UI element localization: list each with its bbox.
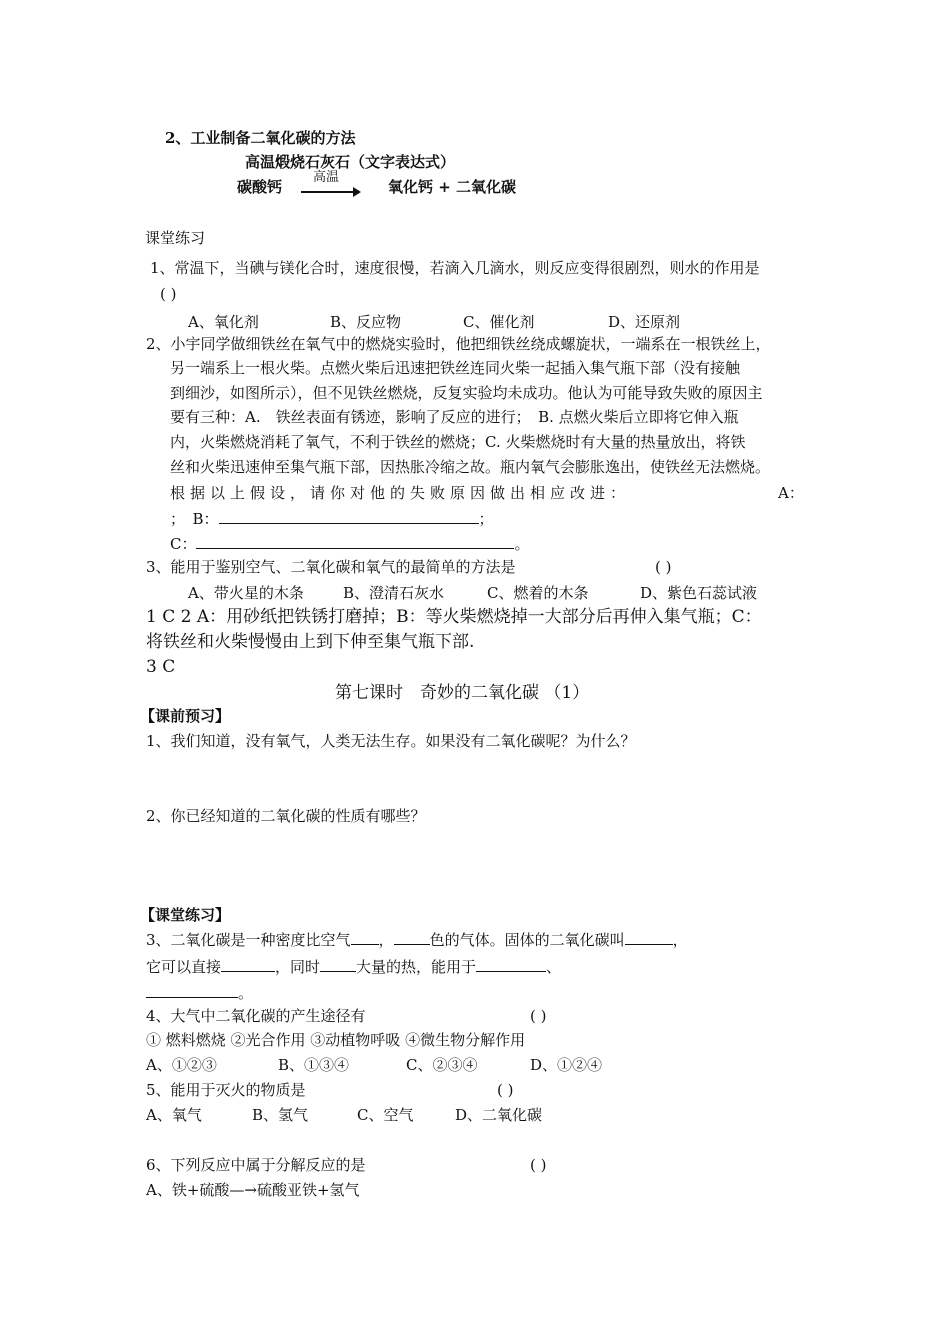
l7-q5-option-c: C、空气 <box>357 1106 414 1124</box>
q3-answer-bracket: ( ) <box>655 558 672 576</box>
l7-q5-bracket: ( ) <box>497 1081 514 1099</box>
preview-q1: 1、我们知道，没有氧气，人类无法生存。如果没有二氧化碳呢？为什么？ <box>146 732 636 750</box>
q3-blank-heat[interactable] <box>320 957 356 972</box>
l7-q5-stem: 5、能用于灭火的物质是 <box>146 1081 306 1099</box>
q3-option-b: B、澄清石灰水 <box>343 584 445 602</box>
l7-q4-option-d: D、①②④ <box>530 1056 603 1074</box>
q1-answer-bracket: ( ) <box>160 285 177 303</box>
l7-q6-stem: 6、下列反应中属于分解反应的是 <box>146 1156 366 1174</box>
q2-line: 另一端系上一根火柴。点燃火柴后迅速把铁丝连同火柴一起插入集气瓶下部（没有接触 <box>170 359 741 377</box>
q3-stem: 3、能用于鉴别空气、二氧化碳和氧气的最简单的方法是 <box>146 558 516 576</box>
q2-label-c: C： <box>170 535 197 553</box>
l7-q4-option-b: B、①③④ <box>278 1056 350 1074</box>
reaction-arrow-icon <box>301 191 357 193</box>
q2-label-b: ； B： <box>170 510 219 528</box>
answer-key-line: 3 C <box>146 657 176 677</box>
q2-line-c <box>170 534 530 554</box>
practice-title: 课堂练习 <box>145 229 206 247</box>
q2-punct: 。 <box>514 535 530 553</box>
q3-option-a: A、带火星的木条 <box>188 584 304 602</box>
l7-q6-bracket: ( ) <box>530 1156 547 1174</box>
q3-text: 、 <box>546 958 562 976</box>
practice-heading: 【课堂练习】 <box>140 906 231 924</box>
q3-text: 3、二氧化碳是一种密度比空气 <box>146 931 351 949</box>
q2-line-b <box>170 509 494 529</box>
preview-heading: 【课前预习】 <box>140 707 231 725</box>
l7-q4-bracket: ( ) <box>530 1007 547 1025</box>
q2-line: 2、小宇同学做细铁丝在氧气中的燃烧实验时，他把细铁丝绕成螺旋状，一端系在一根铁丝上， <box>146 335 771 353</box>
q2-line: 要有三种：A. 铁丝表面有锈迹，影响了反应的进行； B. 点燃火柴后立即将它伸入瓶 <box>170 408 739 426</box>
q3-text: ， <box>672 931 688 949</box>
l7-q5-option-a: A、氧气 <box>146 1106 202 1124</box>
lesson-title: 第七课时 奇妙的二氧化碳 （1） <box>335 683 590 703</box>
q1-stem: 1、常温下，当碘与镁化合时，速度很慢，若滴入几滴水，则反应变得很剧烈，则水的作用是 <box>150 259 760 277</box>
q2-blank-c[interactable] <box>196 534 514 549</box>
l7-q4-option-c: C、②③④ <box>406 1056 478 1074</box>
q3-option-d: D、紫色石蕊试液 <box>640 584 758 602</box>
l7-q3-line3 <box>146 983 253 1003</box>
q3-text: 大量的热，能用于 <box>356 958 477 976</box>
reaction-condition: 高温 <box>313 170 340 185</box>
q2-line: 丝和火柴迅速伸至集气瓶下部，因热胀冷缩之故。瓶内氧气会膨胀逸出，使铁丝无法燃烧。 <box>170 458 771 476</box>
l7-q3-line2 <box>146 957 561 977</box>
q3-text: 。 <box>238 984 254 1002</box>
l7-q5-option-d: D、二氧化碳 <box>455 1106 543 1124</box>
reactant-label: 碳酸钙 <box>237 178 283 196</box>
q1-option-b: B、反应物 <box>330 313 402 331</box>
answer-key-line: 将铁丝和火柴慢慢由上到下伸至集气瓶下部. <box>146 632 475 652</box>
q2-label-a: A： <box>778 484 804 502</box>
q3-blank-sublime[interactable] <box>221 957 275 972</box>
q3-blank-use-2[interactable] <box>146 983 238 998</box>
l7-q4-stem: 4、大气中二氧化碳的产生途径有 <box>146 1007 366 1025</box>
q3-blank-density[interactable] <box>351 930 379 945</box>
l7-q5-option-b: B、氢气 <box>252 1106 309 1124</box>
section-heading: 2、工业制备二氧化碳的方法 <box>165 129 356 147</box>
answer-key-line: 1 C 2 A：用砂纸把铁锈打磨掉；B：等火柴燃烧掉一大部分后再伸入集气瓶；C： <box>146 607 762 627</box>
section-subheading: 高温煅烧石灰石（文字表达式） <box>245 153 456 171</box>
q3-text: ，同时 <box>275 958 321 976</box>
q3-option-c: C、燃着的木条 <box>487 584 589 602</box>
q3-text: 色的气体。固体的二氧化碳叫 <box>429 931 625 949</box>
l7-q6-option-a: A、铁+硫酸—→硫酸亚铁+氢气 <box>146 1181 360 1199</box>
q2-fill-prompt: 根据以上假设，请你对他的失败原因做出相应改进： <box>170 484 625 502</box>
q1-option-d: D、还原剂 <box>608 313 681 331</box>
l7-q4-items: ① 燃料燃烧 ②光合作用 ③动植物呼吸 ④微生物分解作用 <box>146 1031 526 1049</box>
q1-option-c: C、催化剂 <box>463 313 535 331</box>
q3-text: 它可以直接 <box>146 958 222 976</box>
q2-line: 到细沙，如图所示），但不见铁丝燃烧，反复实验均未成功。他认为可能导致失败的原因主 <box>170 384 763 402</box>
q3-blank-color[interactable] <box>394 930 430 945</box>
products-label: 氧化钙 + 二氧化碳 <box>388 178 517 196</box>
q3-blank-solid-name[interactable] <box>625 930 673 945</box>
q3-blank-use-1[interactable] <box>476 957 546 972</box>
q2-blank-b[interactable] <box>219 509 479 524</box>
l7-q3-line1 <box>146 930 688 950</box>
l7-q4-option-a: A、①②③ <box>146 1056 217 1074</box>
q2-punct: ； <box>478 510 494 528</box>
q1-option-a: A、氧化剂 <box>188 313 259 331</box>
q2-line: 内，火柴燃烧消耗了氧气，不利于铁丝的燃烧；C. 火柴燃烧时有大量的热量放出，将铁 <box>170 433 746 451</box>
preview-q2: 2、你已经知道的二氧化碳的性质有哪些？ <box>146 807 426 825</box>
q3-text: ， <box>378 931 394 949</box>
